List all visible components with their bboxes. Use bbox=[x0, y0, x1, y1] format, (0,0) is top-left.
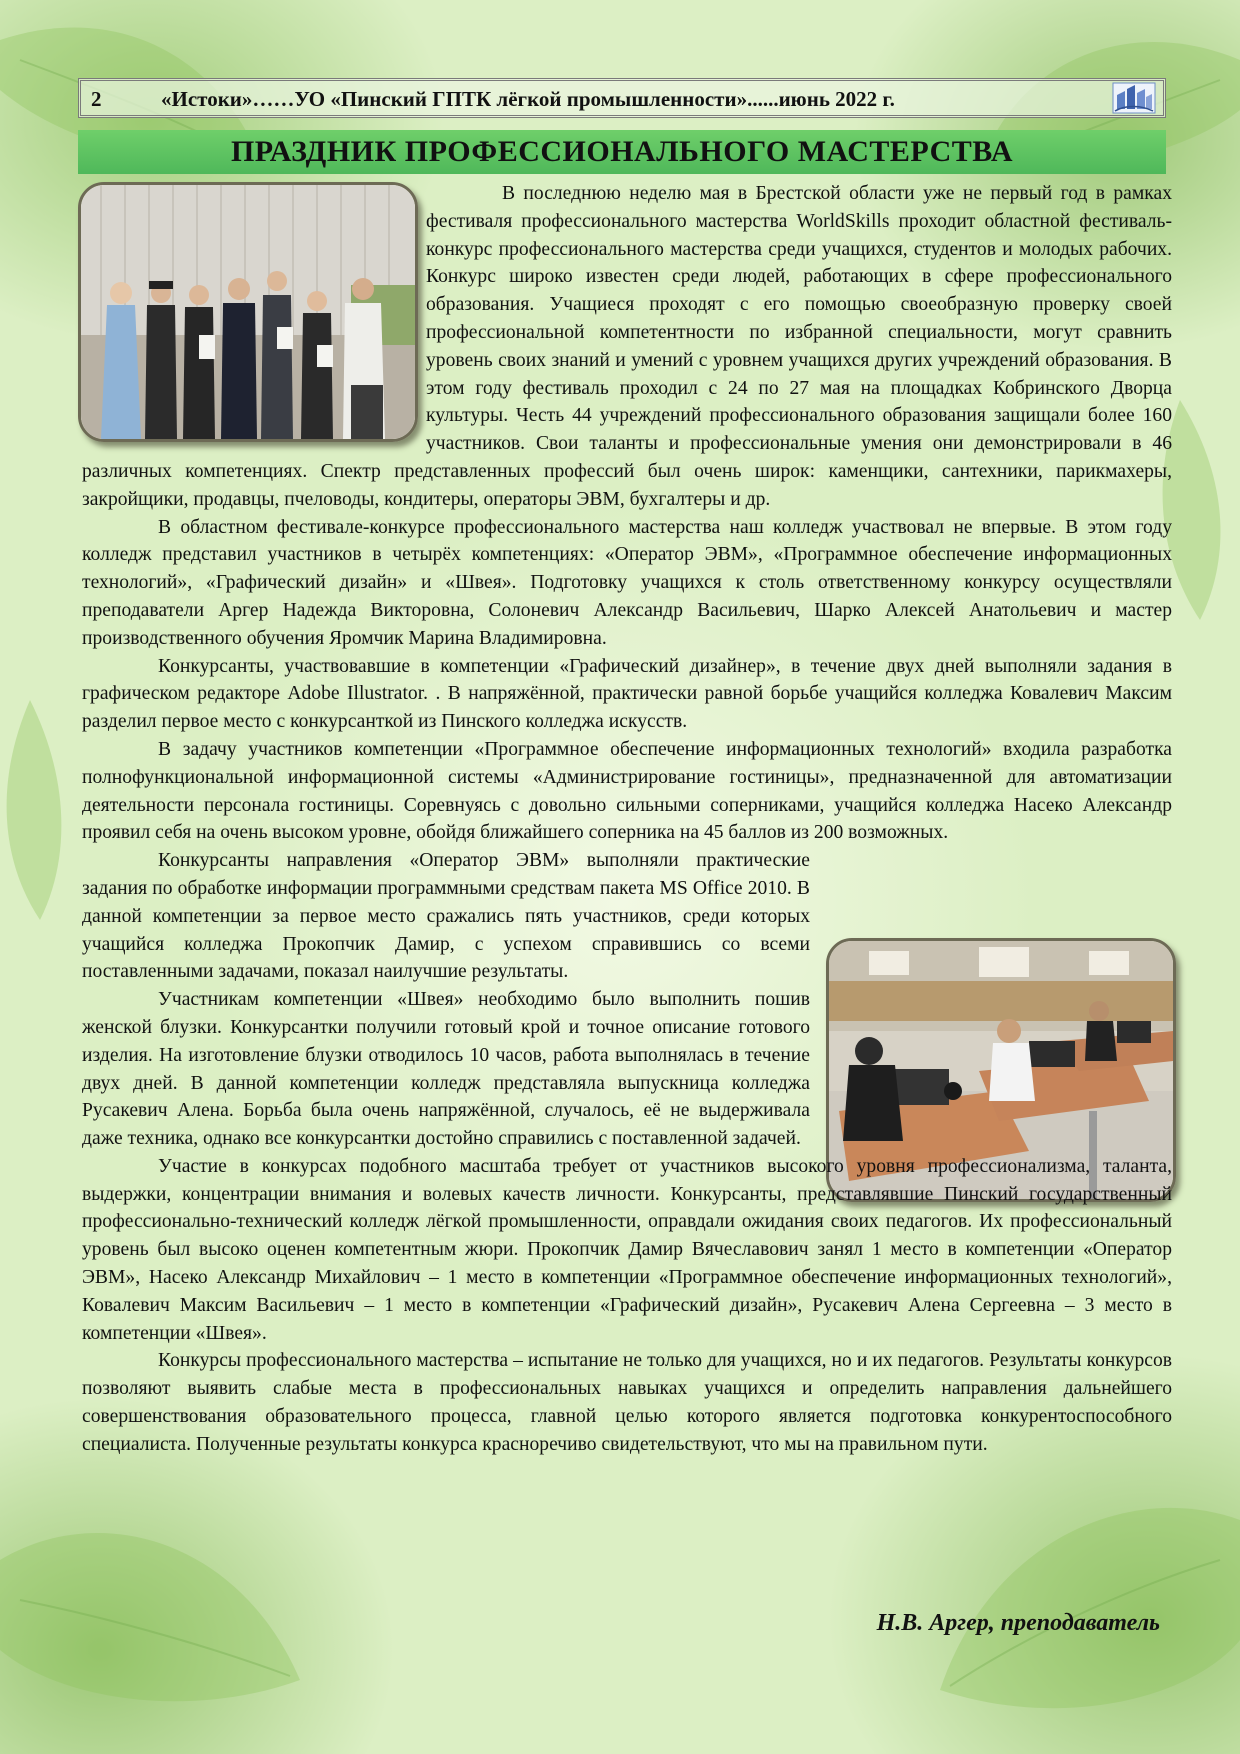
paragraph-1: В последнюю неделю мая в Брестской области уже не первый год в рамках фестиваля профессионального мастерства WorldSkills проходит областной фестиваль-конкурс профессионального мастерства среди учащихся, студентов и молодых рабочих. Конкурс широко известен среди людей, работающих в сфере профессионального образования. Учащиеся проходят с его помощью своеобразную проверку своей профессиональной компетентности по избранной специальности, могут сравнить уровень своих знаний и умений с уровнем учащихся других учреждений образования. В этом году фестиваль проходил с 24 по 27 мая на площадках Кобринского Дворца культуры. Честь 44 учреждений профессионального образования защищали более 160 участников. Свои таланты и профессиональные умения они демонстрировали в 46 различных компетенциях. Спектр представленных профессий был очень широк: каменщики, сантехники, парикмахеры, закройщики, продавцы, пчеловоды, кондитеры, операторы ЭВМ, бухгалтеры и др. bbox=[82, 183, 1172, 510]
paragraph-8: Конкурсы профессионального мастерства – испытание не только для учащихся, но и их педагогов. Результаты конкурсов позволяют выявить слабые места в профессиональных навыках учащихся и определить направления дальнейшего совершенствования образовательного процесса, главной целью которого является подготовка конкурентоспособного специалиста. Полученные результаты конкурса красноречиво свидетельствуют, что мы на правильном пути. bbox=[82, 1350, 1172, 1455]
header-title: «Истоки»……УО «Пинский ГПТК лёгкой промышленности»......июнь 2022 г. bbox=[161, 87, 895, 111]
paragraph-2: В областном фестивале-конкурсе профессионального мастерства наш колледж участвовал не впервые. В этом году колледж представил участников в четырёх компетенциях: «Оператор ЭВМ», «Программное обеспечение информационных технологий», «Графический дизайн» и «Швея». Подготовку учащихся к столь ответственному конкурсу осуществляли преподаватели Аргер Надежда Викторовна, Солоневич Александр Васильевич, Шарко Алексей Анатольевич и мастер производственного обучения Яромчик Марина Владимировна. bbox=[82, 516, 1172, 649]
paragraph-4: В задачу участников компетенции «Программное обеспечение информационных технологий» входила разработка полнофункциональной информационной системы «Администрирование гостиницы», предназначенной для автоматизации деятельности персонала гостиницы. Соревнуясь с довольно сильными соперниками, учащийся колледжа Насеко Александр проявил себя на очень высоком уровне, обойдя ближайшего соперника на 45 баллов из 200 возможных. bbox=[82, 738, 1172, 844]
page-number: 2 bbox=[91, 87, 102, 111]
article-body-top bbox=[82, 180, 1172, 1459]
paragraph-7: Участие в конкурсах подобного масштаба требует от участников высокого уровня профессионализма, таланта, выдержки, концентрации внимания и волевых качеств личности. Конкурсанты, представлявшие Пинский государственный профессионально-технический колледж лёгкой промышленности, оправдали ожидания своих педагогов. Их профессиональный уровень был высоко оценен компетентным жюри. Прокопчик Дамир Вячеславович занял 1 место в компетенции «Оператор ЭВМ», Насеко Александр Михайлович – 1 место в компетенции «Программное обеспечение информационных технологий», Ковалевич Максим Васильевич – 1 место в компетенции «Графический дизайн», Русакевич Алена Сергеевна – 3 место в компетенции «Швея». bbox=[82, 1155, 1172, 1344]
paragraph-3: Конкурсанты, участвовавшие в компетенции «Графический дизайнер», в течение двух дней выполняли задания в графическом редакторе Adobe Illustrator. . В напряжённой, практически равной борьбе учащийся колледжа Ковалевич Максим разделил первое место с конкурсанткой из Пинского колледжа искусств. bbox=[82, 655, 1172, 733]
paragraph-5: Конкурсанты направления «Оператор ЭВМ» выполняли практические задания по обработке информации программными средствам пакета MS Office 2010. В данной компетенции за первое место сражались пять участников, среди которых учащийся колледжа Прокопчик Дамир, с успехом справившись со всеми поставленными задачами, показал наилучшие результаты. bbox=[82, 850, 810, 983]
page-header bbox=[78, 78, 1166, 118]
article-title: ПРАЗДНИК ПРОФЕССИОНАЛЬНОГО МАСТЕРСТВА bbox=[78, 130, 1166, 174]
author-signature: Н.В. Аргер, преподаватель bbox=[876, 1610, 1160, 1636]
college-logo-icon bbox=[1111, 81, 1157, 115]
paragraph-6: Участникам компетенции «Швея» необходимо было выполнить пошив женской блузки. Конкурсантки получили готовый крой и точное описание готового изделия. На изготовление блузки отводилось 10 часов, работа выполнялась в течение двух дней. В данной компетенции колледж представляла выпускница колледжа Русакевич Алена. Борьба была очень напряжённой, случалось, её не выдерживала даже техника, однако все конкурсантки достойно справились с поставленной задачей. bbox=[82, 989, 810, 1150]
